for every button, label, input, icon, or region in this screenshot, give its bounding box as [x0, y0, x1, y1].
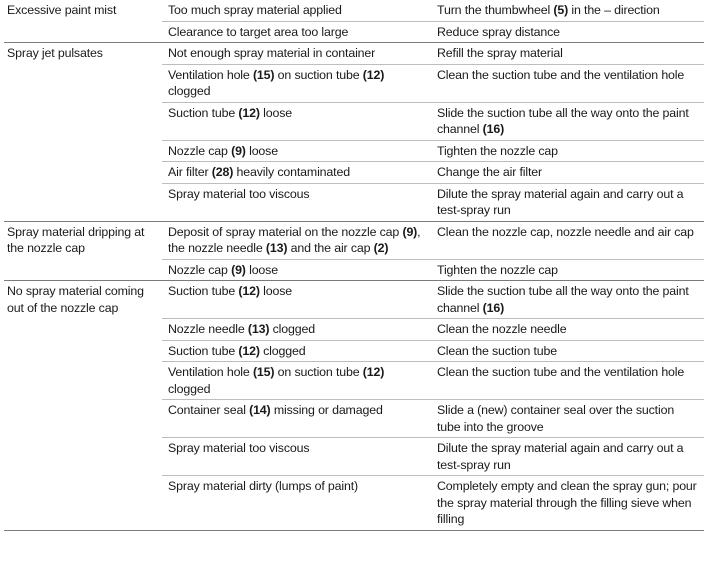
cause-cell: Air filter (28) heavily contaminated — [162, 162, 431, 184]
table-row — [4, 43, 704, 65]
fault-cell: No spray material coming out of the nozzle cap — [4, 281, 162, 531]
part-reference: (28) — [211, 165, 234, 179]
remedy-cell: Completely empty and clean the spray gun; pour the spray material through the filling sieve when filling — [431, 476, 704, 531]
fault-cell: Excessive paint mist — [4, 0, 162, 43]
remedy-cell: Turn the thumbwheel (5) in the – direction — [431, 0, 704, 21]
remedy-cell: Slide the suction tube all the way onto the paint channel (16) — [431, 281, 704, 319]
remedy-cell: Dilute the spray material again and carry out a test-spray run — [431, 438, 704, 476]
part-reference: (2) — [373, 241, 389, 255]
cause-cell: Container seal (14) missing or damaged — [162, 400, 431, 438]
remedy-cell: Tighten the nozzle cap — [431, 259, 704, 281]
part-reference: (9) — [231, 262, 246, 277]
cause-cell: Not enough spray material in container — [162, 43, 431, 65]
fault-cell: Spray material dripping at the nozzle cap — [4, 221, 162, 281]
cause-cell: Suction tube (12) loose — [162, 102, 431, 140]
remedy-cell: Clean the nozzle cap, nozzle needle and air cap — [431, 221, 704, 259]
cause-cell: Spray material too viscous — [162, 183, 431, 221]
cause-cell: Deposit of spray material on the nozzle cap (9), the nozzle needle (13) and the air cap (2) — [162, 221, 431, 259]
cause-cell: Too much spray material applied — [162, 0, 431, 21]
part-reference: (12) — [238, 343, 260, 358]
cause-cell: Ventilation hole (15) on suction tube (12) clogged — [162, 64, 431, 102]
part-reference: (12) — [362, 67, 385, 82]
cause-cell: Suction tube (12) clogged — [162, 340, 431, 362]
part-reference: (16) — [482, 300, 505, 315]
remedy-cell: Slide the suction tube all the way onto the paint channel (16) — [431, 102, 704, 140]
part-reference: (12) — [362, 365, 385, 379]
cause-cell: Clearance to target area too large — [162, 21, 431, 43]
cause-cell: Nozzle cap (9) loose — [162, 140, 431, 162]
remedy-cell: Change the air filter — [431, 162, 704, 184]
part-reference: (9) — [231, 143, 246, 158]
troubleshooting-table — [4, 0, 704, 531]
part-reference: (5) — [553, 3, 569, 17]
table-row — [4, 0, 704, 21]
remedy-cell: Clean the suction tube — [431, 340, 704, 362]
cause-cell: Suction tube (12) loose — [162, 281, 431, 319]
troubleshooting-table-body — [4, 0, 704, 530]
part-reference: (12) — [238, 105, 260, 120]
remedy-cell: Clean the suction tube and the ventilation hole — [431, 362, 704, 400]
part-reference: (16) — [482, 122, 505, 136]
table-row — [4, 221, 704, 259]
cause-cell: Spray material too viscous — [162, 438, 431, 476]
remedy-cell: Refill the spray material — [431, 43, 704, 65]
remedy-cell: Slide a (new) container seal over the suction tube into the groove — [431, 400, 704, 438]
part-reference: (12) — [238, 284, 260, 298]
remedy-cell: Clean the nozzle needle — [431, 319, 704, 341]
part-reference: (13) — [265, 241, 288, 255]
remedy-cell: Reduce spray distance — [431, 21, 704, 43]
remedy-cell: Tighten the nozzle cap — [431, 140, 704, 162]
remedy-cell: Clean the suction tube and the ventilation hole — [431, 64, 704, 102]
part-reference: (14) — [249, 403, 271, 417]
fault-cell: Spray jet pulsates — [4, 43, 162, 222]
part-reference: (15) — [252, 365, 275, 379]
table-row — [4, 281, 704, 319]
cause-cell: Nozzle needle (13) clogged — [162, 319, 431, 341]
part-reference: (13) — [247, 322, 270, 336]
cause-cell: Nozzle cap (9) loose — [162, 259, 431, 281]
cause-cell: Spray material dirty (lumps of paint) — [162, 476, 431, 531]
remedy-cell: Dilute the spray material again and carry out a test-spray run — [431, 183, 704, 221]
cause-cell: Ventilation hole (15) on suction tube (12) clogged — [162, 362, 431, 400]
part-reference: (15) — [252, 67, 275, 82]
part-reference: (9) — [402, 224, 418, 239]
